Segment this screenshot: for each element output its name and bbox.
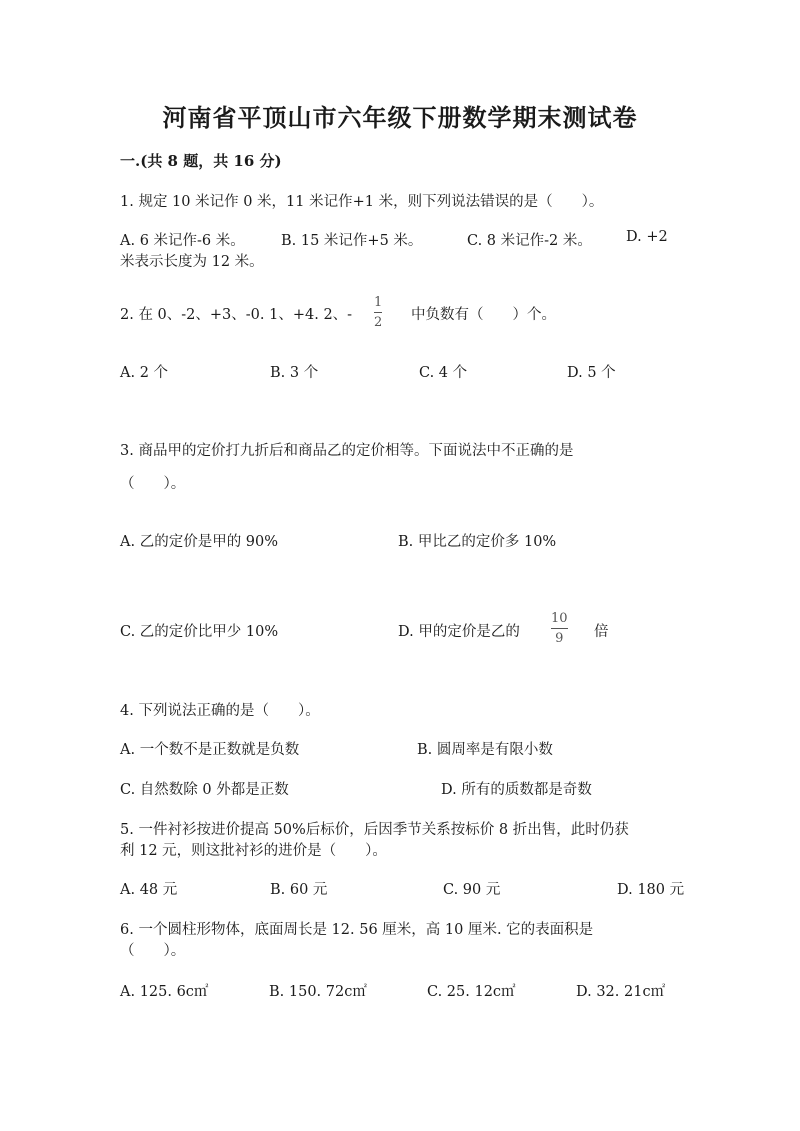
q3-option-b: B. 甲比乙的定价多 10% — [398, 534, 557, 550]
q4-stem: 4. 下列说法正确的是（ ）。 — [120, 703, 320, 719]
q2-option-c: C. 4 个 — [419, 365, 468, 381]
q1-option-b: B. 15 米记作+5 米。 — [281, 233, 423, 249]
q4-option-b: B. 圆周率是有限小数 — [417, 742, 553, 758]
q3-option-a: A. 乙的定价是甲的 90% — [120, 534, 279, 550]
q5-stem-continued: 利 12 元，则这批衬衫的进价是（ ）。 — [120, 843, 387, 859]
q5-option-d: D. 180 元 — [617, 882, 685, 898]
q4-option-c: C. 自然数除 0 外都是正数 — [120, 782, 289, 798]
q3-fraction-denominator: 9 — [555, 631, 564, 646]
q3-option-d-end: 倍 — [594, 624, 609, 640]
q2-stem: 2. 在 0、-2、+3、-0. 1、+4. 2、- — [120, 307, 353, 323]
q6-option-a: A. 125. 6c㎡ — [120, 984, 209, 1000]
q3-option-d: D. 甲的定价是乙的 — [398, 624, 520, 640]
q5-stem: 5. 一件衬衫按进价提高 50%后标价，后因季节关系按标价 8 折出售，此时仍获 — [120, 822, 629, 838]
q2-fraction-numerator: 1 — [374, 295, 383, 310]
q2-stem-end: 中负数有（ ）个。 — [411, 307, 556, 323]
q5-option-a: A. 48 元 — [120, 882, 178, 898]
q3-fraction-numerator: 10 — [551, 611, 568, 626]
fraction-bar — [551, 628, 568, 629]
q6-option-d: D. 32. 21c㎡ — [576, 984, 666, 1000]
q4-option-a: A. 一个数不是正数就是负数 — [120, 742, 300, 758]
q2-fraction-denominator: 2 — [374, 315, 383, 330]
q1-option-a: A. 6 米记作-6 米。 — [120, 233, 245, 249]
q2-option-b: B. 3 个 — [270, 365, 319, 381]
q1-option-d-continued: 米表示长度为 12 米。 — [120, 254, 264, 270]
q3-option-c: C. 乙的定价比甲少 10% — [120, 624, 279, 640]
q5-option-b: B. 60 元 — [270, 882, 328, 898]
q3-stem-continued: （ ）。 — [120, 476, 186, 492]
q1-option-c: C. 8 米记作-2 米。 — [467, 233, 592, 249]
q2-fraction — [374, 296, 382, 329]
q4-option-d: D. 所有的质数都是奇数 — [441, 782, 592, 798]
q3-stem: 3. 商品甲的定价打九折后和商品乙的定价相等。下面说法中不正确的是 — [120, 443, 574, 459]
q2-option-a: A. 2 个 — [120, 365, 169, 381]
q6-option-b: B. 150. 72c㎡ — [269, 984, 367, 1000]
q3-fraction — [551, 612, 568, 645]
q6-stem-continued: （ ）。 — [120, 943, 186, 959]
q5-option-c: C. 90 元 — [443, 882, 501, 898]
page-title: 河南省平顶山市六年级下册数学期末测试卷 — [162, 103, 638, 132]
q1-option-d: D. +2 — [626, 229, 668, 245]
q2-option-d: D. 5 个 — [567, 365, 616, 381]
q1-stem: 1. 规定 10 米记作 0 米，11 米记作+1 米，则下列说法错误的是（ ）。 — [120, 194, 604, 210]
section-heading: 一.(共 8 题，共 16 分) — [120, 152, 282, 170]
q6-option-c: C. 25. 12c㎡ — [427, 984, 516, 1000]
fraction-bar — [374, 312, 382, 313]
q6-stem: 6. 一个圆柱形物体，底面周长是 12. 56 厘米，高 10 厘米. 它的表面积是 — [120, 922, 594, 938]
